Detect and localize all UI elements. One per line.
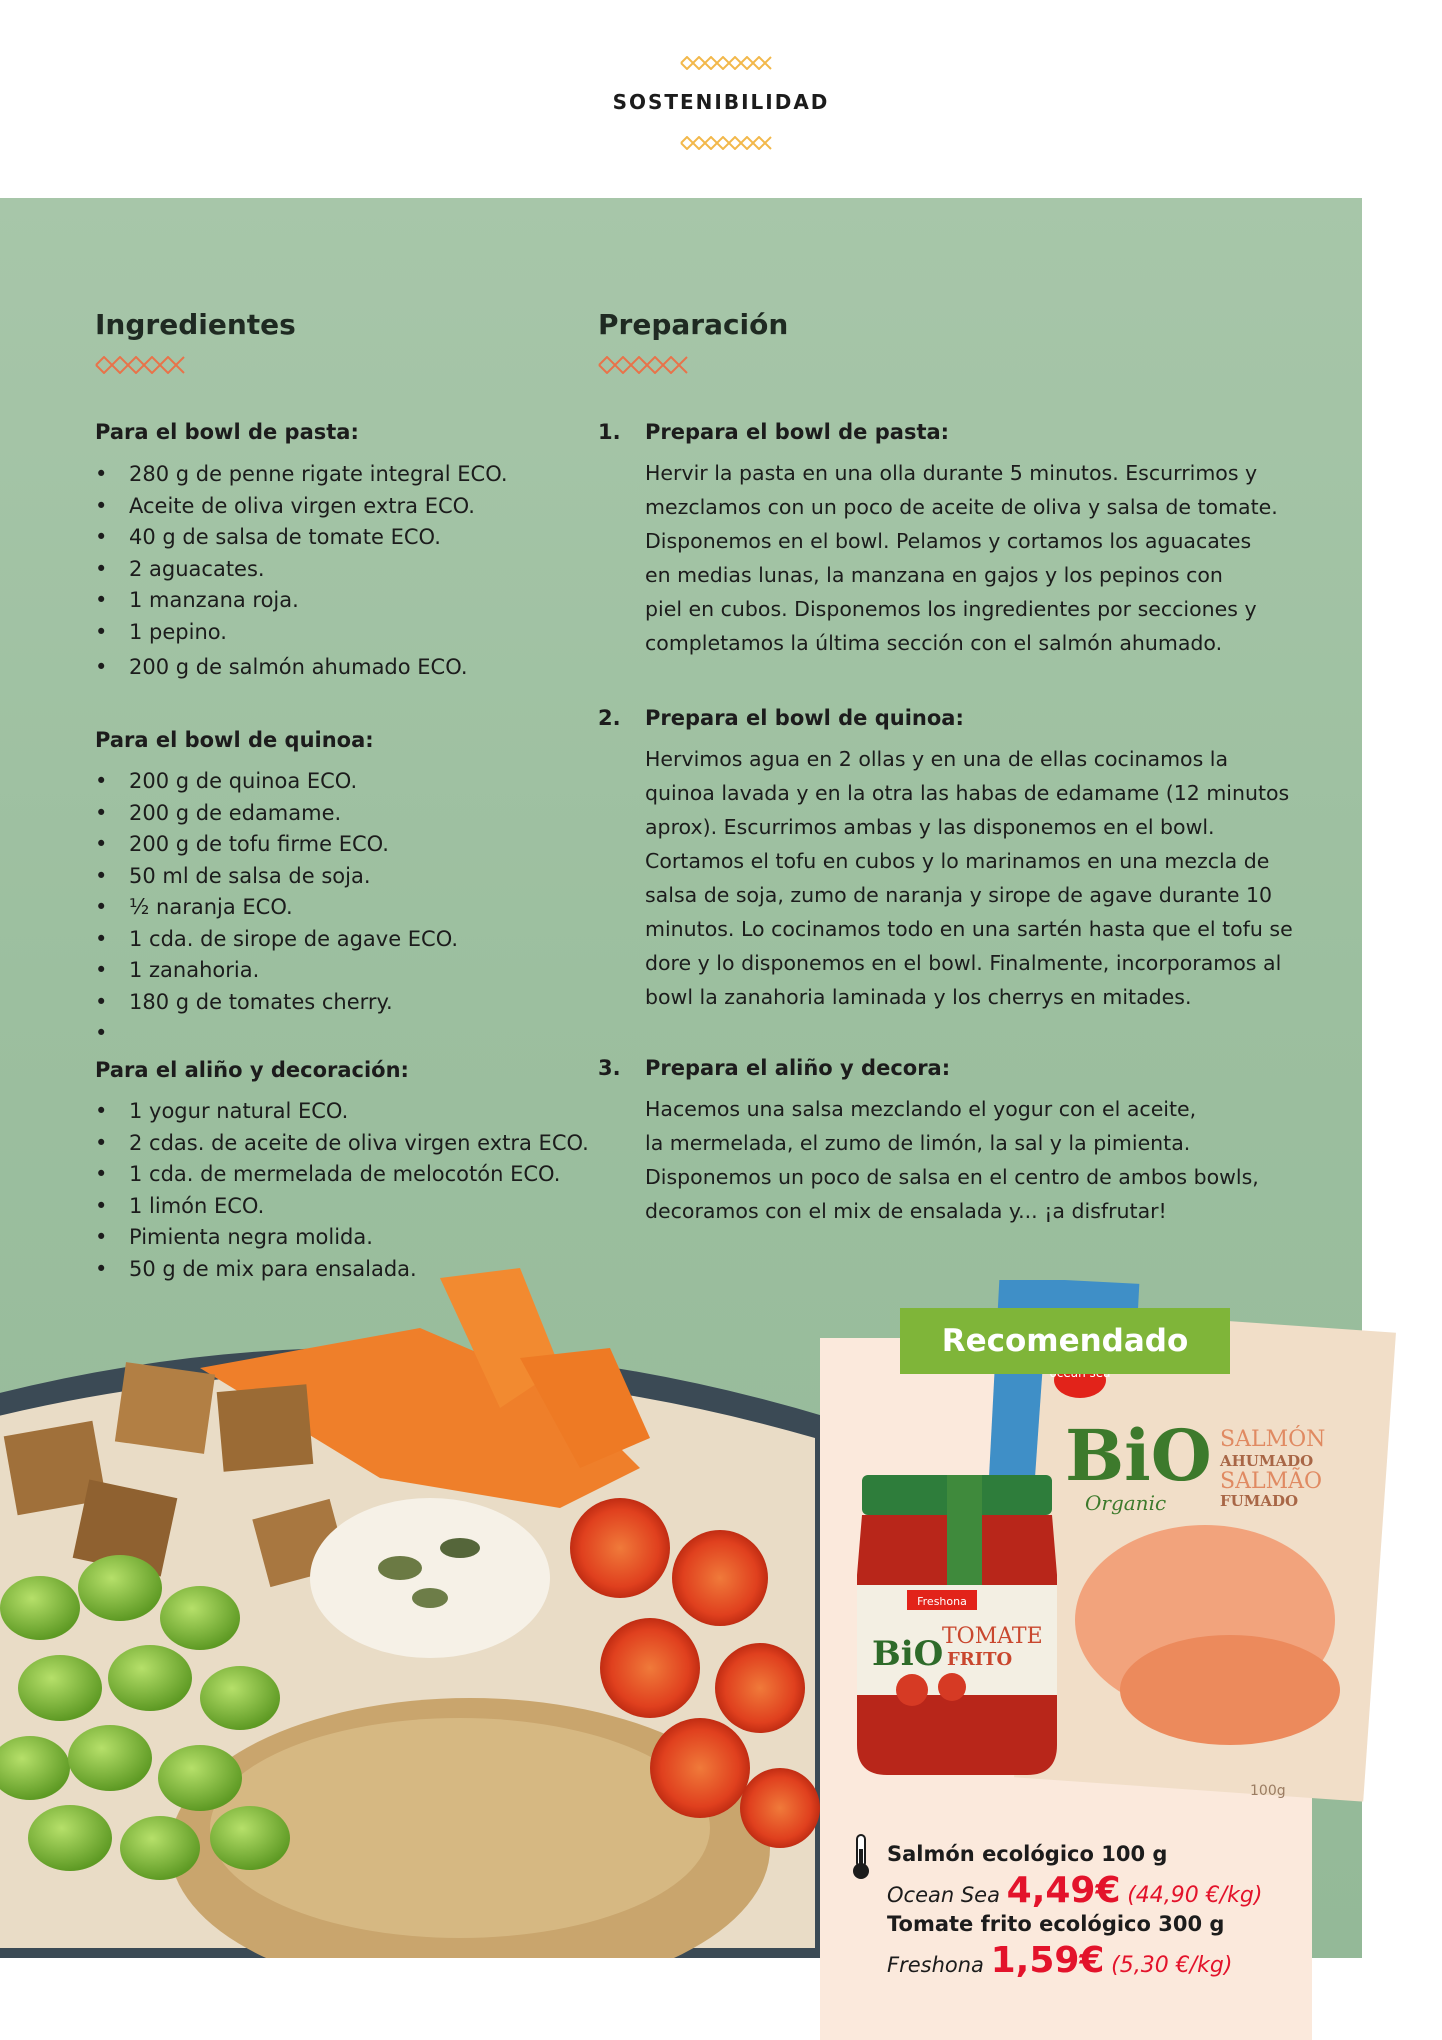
bottom-zigzag-ornament [680, 136, 772, 150]
section-title: SOSTENIBILIDAD [612, 90, 830, 114]
text-line: la mermelada, el zumo de limón, la sal y la pimienta. [645, 1131, 1191, 1155]
text-line: Disponemos un poco de salsa en el centro de ambos bowls, [645, 1165, 1259, 1189]
list-item: • Pimienta negra molida. [95, 1222, 589, 1254]
ingredients-pasta-heading: Para el bowl de pasta: [95, 420, 359, 444]
list-item: • Aceite de oliva virgen extra ECO. [95, 491, 508, 523]
list-item: • 200 g de tofu firme ECO. [95, 829, 458, 861]
product-1-price: 4,49€ [1006, 1870, 1121, 1911]
text-line: Hervir la pasta en una olla durante 5 minutos. Escurrimos y [645, 461, 1258, 485]
salmon-pack-weight: 100g [1250, 1783, 1286, 1799]
salmon-pack-label-2: AHUMADO [1220, 1452, 1314, 1470]
list-item: • 180 g de tomates cherry. [95, 987, 458, 1019]
text-line: piel en cubos. Disponemos los ingredientes por secciones y [645, 597, 1257, 621]
salmon-pack-label-1: SALMÓN [1220, 1427, 1326, 1452]
list-item: • 1 zanahoria. [95, 955, 458, 987]
jar-bio-logo: BiO [872, 1634, 944, 1674]
text-line: bowl la zanahoria laminada y los cherrys en mitades. [645, 985, 1192, 1009]
step-2-number: 2. [598, 706, 621, 730]
ingredients-pasta-list [95, 459, 508, 684]
text-line: Hervimos agua en 2 ollas y en una de ellas cocinamos la [645, 747, 1229, 771]
top-zigzag-ornament [680, 56, 772, 70]
text-line: en medias lunas, la manzana en gajos y los pepinos con [645, 563, 1223, 587]
step-1-text [645, 456, 1278, 660]
product-2-price: 1,59€ [990, 1940, 1105, 1981]
preparation-title: Preparación [598, 308, 789, 341]
salmon-pack-label-4: FUMADO [1220, 1492, 1299, 1510]
list-item: • 1 cda. de sirope de agave ECO. [95, 924, 458, 956]
text-line: minutos. Lo cocinamos todo en una sartén hasta que el tofu se [645, 917, 1293, 941]
step-3-title: Prepara el aliño y decora: [645, 1056, 951, 1080]
preparation-zigzag [598, 356, 688, 374]
ingredients-dressing-heading: Para el aliño y decoración: [95, 1058, 409, 1082]
product-1-name: Salmón ecológico 100 g [887, 1842, 1168, 1866]
list-item: • 1 cda. de mermelada de melocotón ECO. [95, 1159, 589, 1191]
jar-label-1: TOMATE [942, 1624, 1043, 1649]
salmon-pack-organic: Organic [1085, 1491, 1167, 1515]
product-2-unit-price: (5,30 €/kg) [1111, 1953, 1233, 1978]
text-line: completamos la última sección con el salmón ahumado. [645, 631, 1223, 655]
product-1-price-line [887, 1870, 1262, 1911]
salmon-pack-bio-logo: BiO [1065, 1414, 1212, 1497]
text-line: Hacemos una salsa mezclando el yogur con el aceite, [645, 1097, 1197, 1121]
step-2-title: Prepara el bowl de quinoa: [645, 706, 964, 730]
text-line: aprox). Escurrimos ambas y las disponemos en el bowl. [645, 815, 1215, 839]
ingredients-quinoa-heading: Para el bowl de quinoa: [95, 728, 374, 752]
list-item: • 1 manzana roja. [95, 585, 508, 617]
list-item: • 1 yogur natural ECO. [95, 1096, 589, 1128]
step-1-title: Prepara el bowl de pasta: [645, 420, 950, 444]
text-line: dore y lo disponemos en el bowl. Finalmente, incorporamos al [645, 951, 1282, 975]
jar-brand: Freshona [917, 1595, 967, 1608]
ingredients-dressing-list [95, 1096, 589, 1285]
ingredients-zigzag [95, 356, 185, 374]
jar-label-2: FRITO [947, 1649, 1013, 1670]
text-line: Disponemos en el bowl. Pelamos y cortamos los aguacates [645, 529, 1252, 553]
food-bowl-illustration [0, 1248, 830, 1958]
list-item: • 1 pepino. [95, 617, 508, 649]
ingredients-quinoa-list [95, 766, 458, 1050]
list-item: • 2 aguacates. [95, 554, 508, 586]
list-item [95, 1018, 458, 1050]
product-2-name: Tomate frito ecológico 300 g [887, 1912, 1225, 1936]
salmon-pack-label-3: SALMÃO [1220, 1469, 1323, 1494]
text-line: mezclamos con un poco de aceite de oliva y salsa de tomate. [645, 495, 1278, 519]
list-item: • 200 g de edamame. [95, 798, 458, 830]
list-item: • ½ naranja ECO. [95, 892, 458, 924]
step-1-number: 1. [598, 420, 621, 444]
list-item: • 200 g de quinoa ECO. [95, 766, 458, 798]
product-1-unit-price: (44,90 €/kg) [1127, 1883, 1263, 1908]
list-item: • 1 limón ECO. [95, 1191, 589, 1223]
text-line: quinoa lavada y en la otra las habas de edamame (12 minutos [645, 781, 1290, 805]
step-3-number: 3. [598, 1056, 621, 1080]
list-item: • 50 g de mix para ensalada. [95, 1254, 589, 1286]
ingredients-title: Ingredientes [95, 308, 296, 341]
step-3-text [645, 1092, 1259, 1228]
product-2-price-line [887, 1940, 1232, 1981]
tomato-jar-image [852, 1475, 1062, 1775]
list-item: • 2 cdas. de aceite de oliva virgen extra ECO. [95, 1128, 589, 1160]
product-2-brand: Freshona [887, 1953, 984, 1977]
text-line: salsa de soja, zumo de naranja y sirope de agave durante 10 [645, 883, 1273, 907]
list-item: • 200 g de salmón ahumado ECO. [95, 652, 508, 684]
recommended-banner: Recomendado [900, 1308, 1230, 1374]
thermometer-icon [850, 1833, 872, 1881]
step-2-text [645, 742, 1293, 1014]
product-1-brand: Ocean Sea [887, 1883, 1000, 1907]
text-line: decoramos con el mix de ensalada y... ¡a disfrutar! [645, 1199, 1167, 1223]
text-line: Cortamos el tofu en cubos y lo marinamos en una mezcla de [645, 849, 1270, 873]
list-item: • 50 ml de salsa de soja. [95, 861, 458, 893]
list-item: • 40 g de salsa de tomate ECO. [95, 522, 508, 554]
list-item: • 280 g de penne rigate integral ECO. [95, 459, 508, 491]
